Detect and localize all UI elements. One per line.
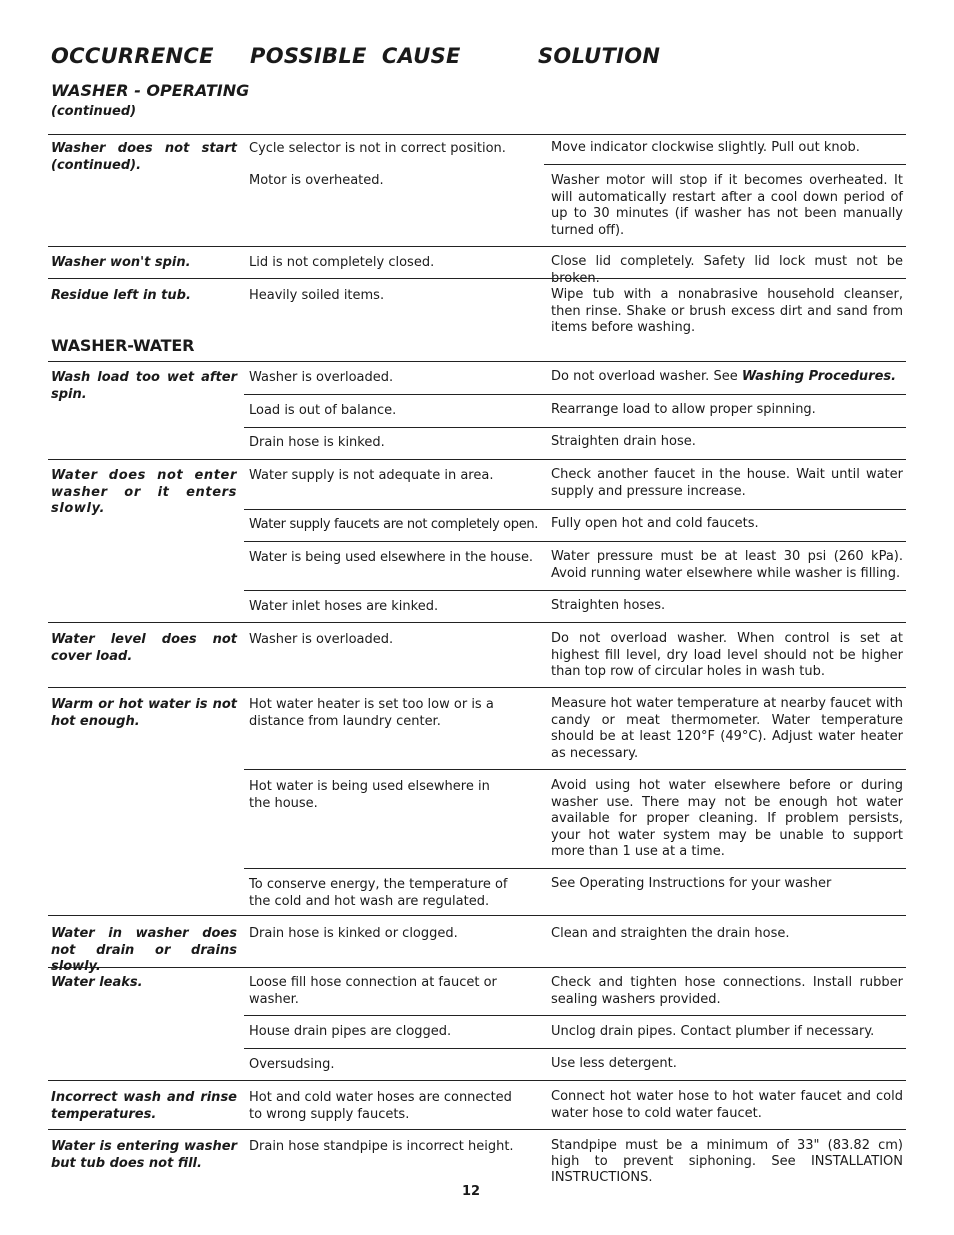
solution-text: Straighten hoses. xyxy=(551,598,666,613)
solution-header: SOLUTION xyxy=(538,44,661,68)
solution-text: Water pressure must be at least 30 psi (260 kPa). Avoid running water elsewhere while washer is filling. xyxy=(551,549,903,581)
row-divider xyxy=(48,1080,906,1081)
row-divider xyxy=(244,1015,906,1016)
cause-text: Hot and cold water hoses are connected to wrong supply faucets. xyxy=(249,1090,512,1122)
row-divider xyxy=(48,134,906,135)
washing-procedures-reference: Washing Procedures. xyxy=(741,369,897,384)
cause-text: Lid is not completely closed. xyxy=(249,255,435,270)
cause-text: House drain pipes are clogged. xyxy=(249,1024,452,1039)
cause-text: Motor is overheated. xyxy=(249,173,384,188)
cause-text: Oversudsing. xyxy=(249,1057,335,1072)
row-divider xyxy=(244,1048,906,1049)
row-divider xyxy=(48,459,906,460)
occurrence-text: Water in washer does not drain or drains slowly. xyxy=(51,926,237,974)
cause-text: Washer is overloaded. xyxy=(249,632,394,647)
solution-text: Check another faucet in the house. Wait until water supply and pressure increase. xyxy=(551,467,903,499)
cause-text: Water is being used elsewhere in the house. xyxy=(249,550,533,565)
cause-text: Water inlet hoses are kinked. xyxy=(249,599,439,614)
row-divider xyxy=(48,246,906,247)
section-title-washer-water: WASHER-WATER xyxy=(51,336,195,355)
cause-text: Drain hose is kinked. xyxy=(249,435,385,450)
row-divider xyxy=(48,687,906,688)
solution-text-part: Do not overload washer. See xyxy=(551,369,742,384)
solution-text: Move indicator clockwise slightly. Pull out knob. xyxy=(551,140,860,155)
row-divider xyxy=(48,915,906,916)
cause-text: Hot water is being used elsewhere in the house. xyxy=(249,779,490,811)
solution-text: Unclog drain pipes. Contact plumber if necessary. xyxy=(551,1024,875,1039)
solution-text xyxy=(551,369,903,386)
solution-text: Measure hot water temperature at nearby faucet with candy or meat thermometer. Water temperature should be at least 120°F (49°C). Adjust water heater as necessary. xyxy=(551,696,903,761)
row-divider xyxy=(48,361,906,362)
solution-text: Fully open hot and cold faucets. xyxy=(551,516,759,531)
section-title-washer-operating: WASHER - OPERATING xyxy=(51,81,250,100)
solution-text: Do not overload washer. When control is set at highest fill level, dry load level should not be higher than top row of circular holes in wash tub. xyxy=(551,631,903,679)
occurrence-text: Water level does not cover load. xyxy=(51,632,237,664)
solution-text: Check and tighten hose connections. Install rubber sealing washers provided. xyxy=(551,975,903,1007)
page-number: 12 xyxy=(462,1184,481,1199)
cause-text: To conserve energy, the temperature of the cold and hot wash are regulated. xyxy=(249,877,508,909)
occurrence-header: OCCURRENCE xyxy=(51,44,214,68)
solution-text: Use less detergent. xyxy=(551,1056,677,1071)
possible-cause-header: POSSIBLE CAUSE xyxy=(250,44,461,68)
cause-text: Heavily soiled items. xyxy=(249,288,385,303)
row-divider xyxy=(244,541,906,542)
occurrence-text: Residue left in tub. xyxy=(51,288,191,303)
cause-text: Cycle selector is not in correct position. xyxy=(249,141,506,156)
cause-text: Drain hose standpipe is incorrect height. xyxy=(249,1139,514,1154)
row-divider xyxy=(244,590,906,591)
solution-text: See Operating Instructions for your washer xyxy=(551,876,832,891)
solution-text: Rearrange load to allow proper spinning. xyxy=(551,402,816,417)
cause-text: Water supply faucets are not completely open. xyxy=(249,517,539,532)
occurrence-text: Water does not enter washer or it enters slowly. xyxy=(51,468,237,516)
row-divider xyxy=(544,164,906,165)
occurrence-text: Incorrect wash and rinse temperatures. xyxy=(51,1090,237,1122)
solution-text: Straighten drain hose. xyxy=(551,434,696,449)
row-divider xyxy=(244,868,906,869)
solution-text: Clean and straighten the drain hose. xyxy=(551,926,790,941)
occurrence-text: Wash load too wet after spin. xyxy=(51,370,237,402)
row-divider xyxy=(48,622,906,623)
occurrence-text: Washer won't spin. xyxy=(51,255,191,270)
section-subtitle-continued: (continued) xyxy=(51,104,137,119)
row-divider xyxy=(244,394,906,395)
row-divider xyxy=(48,1129,906,1130)
solution-text: Wipe tub with a nonabrasive household cleanser, then rinse. Shake or brush excess dirt and sand from items before washing. xyxy=(551,287,903,335)
solution-text: Connect hot water hose to hot water faucet and cold water hose to cold water faucet. xyxy=(551,1089,903,1121)
solution-text: Avoid using hot water elsewhere before or during washer use. There may not be enough hot water available for proper cleaning. If problem persists, your hot water system may be unable to support more than 1 use at a time. xyxy=(551,778,903,859)
solution-text: Close lid completely. Safety lid lock must not be broken. xyxy=(551,254,903,286)
row-divider xyxy=(244,427,906,428)
cause-text: Loose fill hose connection at faucet or washer. xyxy=(249,975,497,1007)
row-divider xyxy=(244,769,906,770)
occurrence-text: Washer does not start (continued). xyxy=(51,141,237,173)
occurrence-text: Water is entering washer but tub does not fill. xyxy=(51,1139,237,1171)
cause-text: Drain hose is kinked or clogged. xyxy=(249,926,458,941)
occurrence-text: Water leaks. xyxy=(51,975,143,990)
cause-text: Load is out of balance. xyxy=(249,403,397,418)
occurrence-text: Warm or hot water is not hot enough. xyxy=(51,697,237,729)
cause-text: Washer is overloaded. xyxy=(249,370,394,385)
cause-text: Water supply is not adequate in area. xyxy=(249,468,494,483)
row-divider xyxy=(244,509,906,510)
cause-text: Hot water heater is set too low or is a distance from laundry center. xyxy=(249,697,494,729)
solution-text: Washer motor will stop if it becomes overheated. It will automatically restart after a cool down period of up to 30 minutes (if washer has not been manually turned off). xyxy=(551,173,903,238)
solution-text: Standpipe must be a minimum of 33" (83.82 cm) high to prevent siphoning. See INSTALLATION INSTRUCTIONS. xyxy=(551,1138,903,1185)
